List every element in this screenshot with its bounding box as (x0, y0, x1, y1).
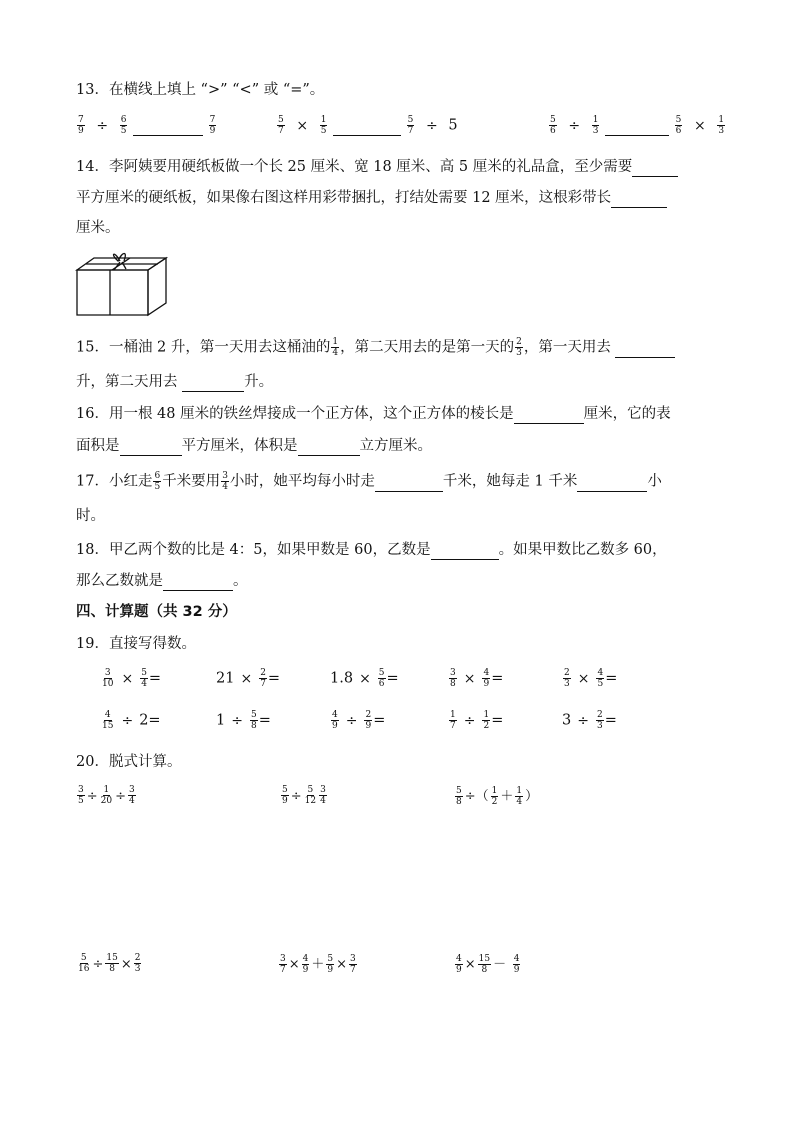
equals: = (605, 670, 618, 687)
q14-line-1 (76, 157, 718, 177)
fraction: $\frac{6}{5}$ (120, 115, 127, 136)
q15-text: 升，第二天用去 (76, 374, 178, 390)
q16-text: 16．用一根 48 厘米的铁丝焊接成一个正方体，这个正方体的棱长是 (76, 406, 514, 422)
answer-blank[interactable] (333, 120, 401, 136)
q16-text: 厘米，它的表 (583, 406, 671, 422)
equals: = (267, 670, 281, 687)
q20-expr-5 (278, 953, 358, 975)
fraction: $\frac{2}{3}$ (134, 953, 141, 974)
fraction: $\frac{4}{9}$ (456, 953, 462, 975)
fraction: $\frac{5}{7}$ (278, 115, 284, 136)
operator: ÷ (86, 788, 98, 804)
fraction: $\frac{3}{10}$ (102, 668, 114, 689)
q17-line-1 (76, 471, 718, 492)
fraction: $\frac{3}{7}$ (350, 953, 356, 975)
answer-blank[interactable] (514, 408, 584, 424)
fraction: $\frac{3}{4}$ (320, 785, 326, 806)
fraction: $\frac{1}{3}$ (718, 115, 725, 136)
fraction: $\frac{2}{9}$ (365, 710, 372, 731)
answer-blank[interactable] (611, 192, 667, 208)
q18-line-2 (76, 571, 718, 591)
operator: × (288, 957, 300, 972)
q20-expr-2 (280, 785, 328, 806)
fraction: $\frac{5}{8}$ (456, 785, 462, 807)
fraction: $\frac{5}{9}$ (327, 953, 334, 975)
q15-text: ，第一天用去 (523, 339, 611, 356)
fraction: $\frac{7}{9}$ (78, 115, 84, 136)
q17-text: 17．小红走 (76, 473, 153, 490)
fraction: $\frac{5}{4}$ (141, 668, 147, 689)
q14-text: 平方厘米的硬纸板，如果像右图这样用彩带捆扎，打结处需要 12 厘米，这根彩带长 (76, 190, 612, 206)
q19-expr (330, 710, 385, 731)
equals: = (386, 670, 399, 687)
fraction: $\frac{4}{5}$ (597, 668, 604, 689)
fraction: $\frac{1}{4}$ (516, 785, 523, 807)
answer-blank[interactable] (120, 440, 182, 456)
number: 5 (448, 117, 458, 134)
fraction: $\frac{3}{4}$ (129, 785, 135, 806)
operator: ÷ (577, 712, 589, 729)
q17-text: 千米，她每走 1 千米 (442, 473, 578, 490)
operator: ÷ (96, 117, 109, 134)
operator: ） (525, 789, 539, 804)
fraction: $\frac{1}{5}$ (320, 115, 327, 136)
section-heading: 四、计算题（共 32 分） (76, 604, 237, 620)
q13-title: 13．在横线上填上 “>” “<” 或 “=”。 (76, 82, 325, 98)
q18-text: 18．甲乙两个数的比是 4：5，如果甲数是 60，乙数是 (76, 542, 431, 558)
operator: ＋ (500, 789, 514, 804)
fraction: $\frac{3}{4}$ (222, 471, 228, 492)
q19-expr (330, 668, 399, 689)
q19-expr (100, 710, 161, 731)
equals: = (148, 712, 161, 729)
fraction: $\frac{5}{16}$ (78, 953, 90, 974)
q17-text: 千米要用 (162, 473, 221, 490)
q16-line-1 (76, 404, 718, 424)
fraction: $\frac{5}{7}$ (407, 115, 414, 136)
answer-blank[interactable] (615, 342, 675, 358)
q16-text: 平方厘米，体积是 (181, 438, 298, 454)
q13-item-3 (548, 115, 726, 136)
q14-line-2 (76, 188, 718, 208)
answer-blank[interactable] (375, 476, 443, 492)
operator: ÷（ (464, 789, 489, 804)
fraction: $\frac{3}{8}$ (450, 668, 456, 689)
q20-expr-1 (76, 785, 137, 806)
q18-text: 那么乙数就是 (76, 573, 163, 589)
fraction: $\frac{2}{3}$ (596, 710, 603, 731)
number: 3 (562, 712, 572, 729)
fraction: $\frac{1}{2}$ (491, 785, 498, 807)
answer-blank[interactable] (163, 575, 233, 591)
operator: ÷ (425, 117, 438, 134)
answer-blank[interactable] (133, 120, 203, 136)
equals: = (491, 712, 504, 729)
q13-item-2 (276, 115, 458, 136)
operator: × (463, 670, 476, 687)
q15-line-1 (76, 337, 718, 358)
q19-expr (562, 710, 617, 731)
q20-expr-3 (454, 785, 539, 807)
q17-line-2: 时。 (76, 508, 105, 524)
operator: ÷ (345, 712, 358, 729)
operator: ÷ (290, 788, 302, 804)
operator: ÷ (568, 117, 581, 134)
operator: × (120, 956, 132, 972)
operator: ÷ (115, 788, 126, 804)
fraction: $\frac{5}{6}$ (550, 115, 556, 136)
q19-expr (100, 668, 161, 689)
operator: ＋ (311, 957, 325, 972)
q16-text: 面积是 (76, 438, 120, 454)
operator: × (693, 117, 706, 134)
q19-expr (562, 668, 617, 689)
operator: × (296, 117, 309, 134)
equals: = (604, 712, 617, 729)
fraction: $\frac{4}{9}$ (483, 668, 490, 689)
fraction: $\frac{5}{9}$ (282, 785, 288, 806)
operator: × (359, 670, 371, 687)
number: 1.8 (330, 670, 354, 687)
q17-text: 小 (647, 473, 662, 490)
fraction: $\frac{4}{9}$ (513, 953, 520, 975)
operator: ÷ (121, 712, 134, 729)
operator: × (121, 670, 134, 687)
q18-text: 。如果甲数比乙数多 60， (498, 542, 667, 558)
q15-text: 15．一桶油 2 升，第一天用去这桶油的 (76, 339, 331, 356)
q20-expr-6 (454, 953, 521, 975)
q19-expr (216, 668, 280, 689)
fraction: $\frac{2}{7}$ (260, 668, 266, 689)
fraction: $\frac{15}{8}$ (106, 953, 118, 974)
fraction: $\frac{7}{9}$ (209, 115, 216, 136)
number: 2 (139, 712, 149, 729)
fraction: $\frac{3}{5}$ (78, 785, 84, 806)
q18-line-1 (76, 540, 718, 560)
fraction: $\frac{5}{12}$ (304, 785, 317, 806)
operator: ÷ (463, 712, 476, 729)
answer-blank[interactable] (298, 440, 360, 456)
fraction: $\frac{1}{7}$ (450, 710, 456, 731)
fraction: $\frac{1}{20}$ (100, 785, 113, 806)
fraction: $\frac{15}{8}$ (478, 953, 491, 975)
fraction: $\frac{6}{5}$ (154, 471, 161, 492)
fraction: $\frac{4}{9}$ (302, 953, 309, 975)
q20-title: 20．脱式计算。 (76, 754, 182, 770)
equals: = (491, 670, 504, 687)
answer-blank[interactable] (431, 544, 499, 560)
q14-line-3: 厘米。 (76, 220, 120, 236)
q16-line-2 (76, 436, 718, 456)
fraction: $\frac{5}{6}$ (378, 668, 385, 689)
fraction: $\frac{4}{15}$ (102, 710, 114, 731)
operator: × (336, 957, 348, 972)
fraction: $\frac{1}{3}$ (592, 115, 599, 136)
equals: = (258, 712, 271, 729)
fraction: $\frac{5}{8}$ (250, 710, 257, 731)
q15-line-2 (76, 372, 718, 392)
q19-expr (448, 668, 503, 689)
answer-blank[interactable] (605, 120, 669, 136)
answer-blank[interactable] (182, 376, 244, 392)
gift-box-illustration (74, 248, 170, 318)
number: 21 (216, 670, 235, 687)
q18-text: 。 (233, 573, 248, 589)
operator: × (240, 670, 253, 687)
fraction: $\frac{2}{3}$ (564, 668, 570, 689)
fraction: $\frac{2}{3}$ (516, 337, 522, 358)
answer-blank[interactable] (632, 161, 678, 177)
q13-item-1 (76, 115, 217, 136)
operator: － (493, 957, 507, 972)
equals: = (373, 712, 386, 729)
operator: ÷ (231, 712, 243, 729)
q17-text: 小时，她平均每小时走 (229, 473, 375, 490)
fraction: $\frac{1}{2}$ (483, 710, 490, 731)
q14-text: 14．李阿姨要用硬纸板做一个长 25 厘米、宽 18 厘米、高 5 厘米的礼品盒，至少需要 (76, 159, 633, 175)
fraction: $\frac{1}{4}$ (332, 337, 339, 358)
q19-expr (216, 710, 271, 731)
fraction: $\frac{3}{7}$ (280, 953, 286, 975)
fraction: $\frac{5}{6}$ (675, 115, 682, 136)
operator: ÷ (92, 956, 104, 972)
q16-text: 立方厘米。 (359, 438, 432, 454)
q15-text: 升。 (244, 374, 274, 390)
q19-title: 19．直接写得数。 (76, 636, 196, 652)
operator: × (577, 670, 590, 687)
number: 1 (216, 712, 226, 729)
q19-expr (448, 710, 503, 731)
q15-text: ，第二天用去的是第一天的 (340, 339, 515, 356)
equals: = (148, 670, 162, 687)
answer-blank[interactable] (577, 476, 647, 492)
fraction: $\frac{4}{9}$ (332, 710, 338, 731)
operator: × (464, 957, 476, 972)
q20-expr-4 (76, 953, 142, 974)
